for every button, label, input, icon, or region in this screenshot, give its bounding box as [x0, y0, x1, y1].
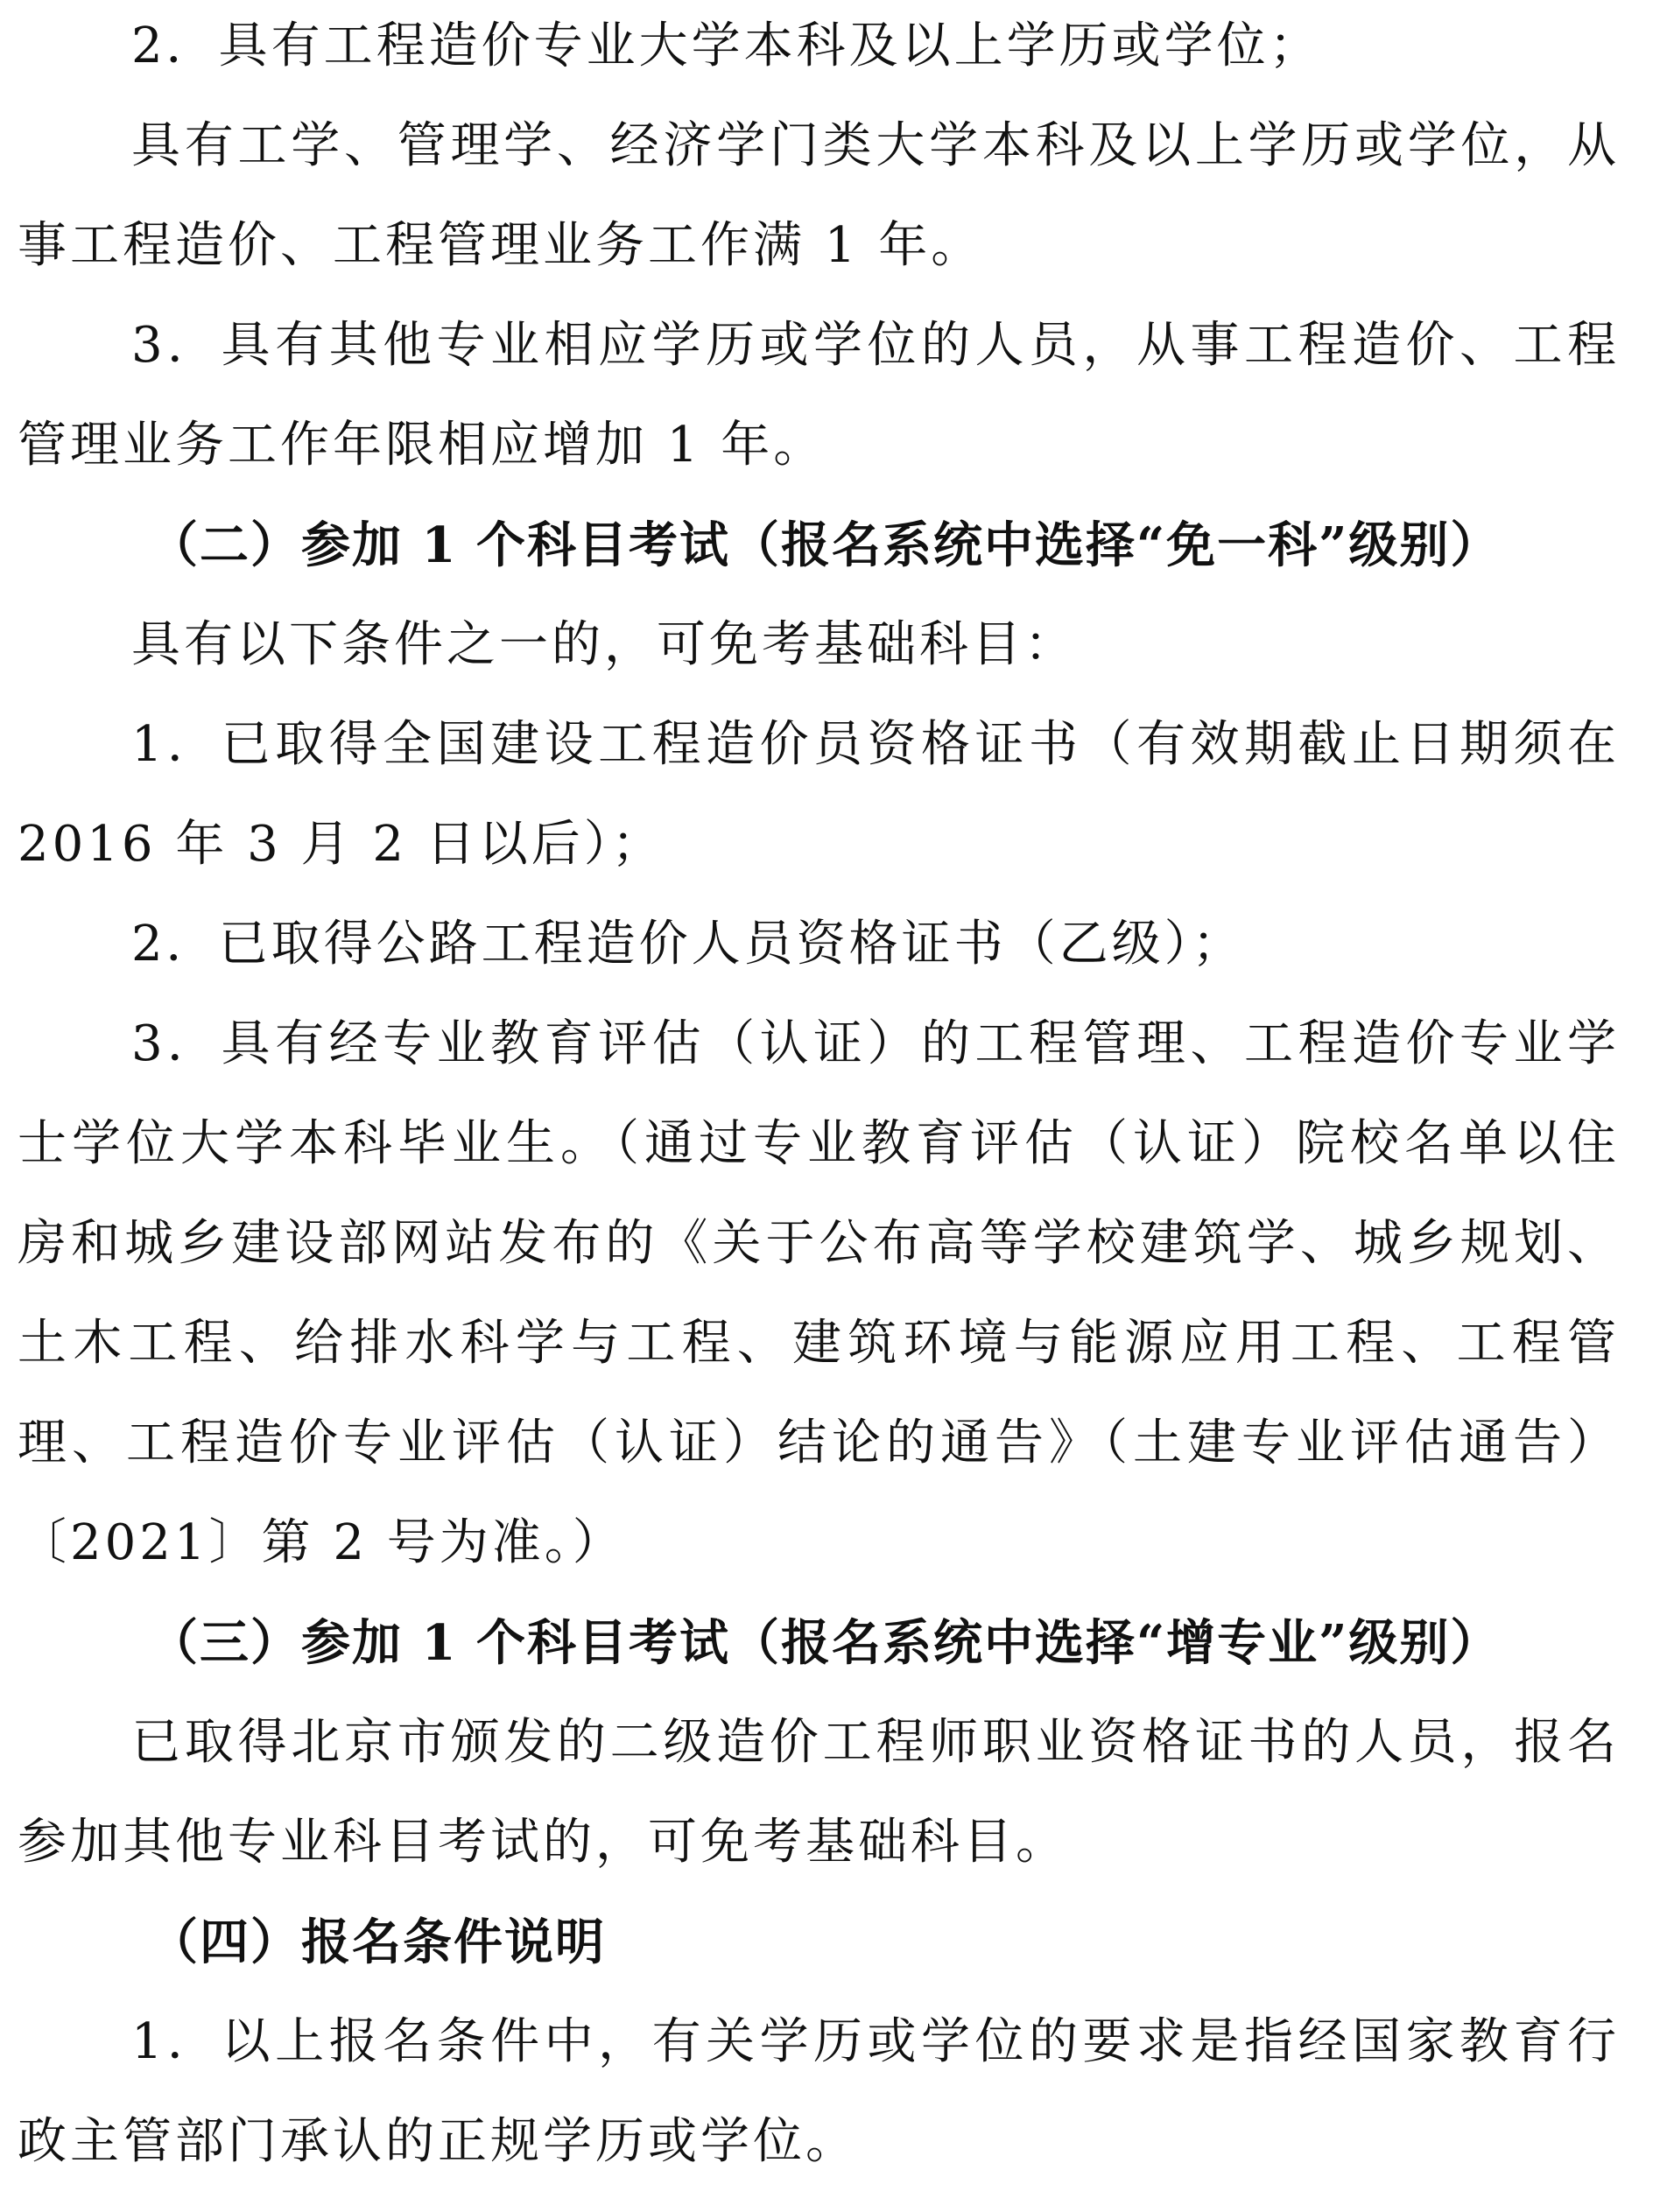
section-heading-3: （三）参加 1 个科目考试（报名系统中选择“增专业”级别） [149, 1614, 1502, 1672]
paragraph-add-major: 已取得北京市颁发的二级造价工程师职业资格证书的人员，报名参加其他专业科目考试的，可免考基础科目。 [18, 1714, 1620, 1871]
paragraph-condition-2: 2．具有工程造价专业大学本科及以上学历或学位； [131, 18, 1322, 74]
paragraph-note-1: 1．以上报名条件中，有关学历或学位的要求是指经国家教育行政主管部门承认的正规学历或学位。 [18, 2013, 1620, 2170]
section-heading-2: （二）参加 1 个科目考试（报名系统中选择“免一科”级别） [149, 516, 1502, 574]
paragraph-condition-3: 3．具有其他专业相应学历或学位的人员，从事工程造价、工程管理业务工作年限相应增加 1 年。 [18, 317, 1620, 474]
paragraph-exemption-1: 1．已取得全国建设工程造价员资格证书（有效期截止日期须在 2016 年 3 月 2 日以后）； [18, 716, 1620, 873]
paragraph-condition-2-alt: 具有工学、管理学、经济学门类大学本科及以上学历或学位，从事工程造价、工程管理业务工作满 1 年。 [18, 117, 1620, 274]
paragraph-exemption-2: 2．已取得公路工程造价人员资格证书（乙级）； [131, 916, 1245, 973]
section-heading-4: （四）报名条件说明 [149, 1914, 606, 1971]
paragraph-exemption-3: 3．具有经专业教育评估（认证）的工程管理、工程造价专业学士学位大学本科毕业生。（通过专业教育评估（认证）院校名单以住房和城乡建设部网站发布的《关于公布高等学校建筑学、城乡规划、土木工程、给排水科学与工程、建筑环境与能源应用工程、工程管理、工程造价专业评估（认证）结论的通告》（土建专业评估通告）〔2021〕第 2 号为准。） [18, 1015, 1620, 1571]
paragraph-exemption-intro: 具有以下条件之一的，可免考基础科目： [131, 616, 1077, 673]
